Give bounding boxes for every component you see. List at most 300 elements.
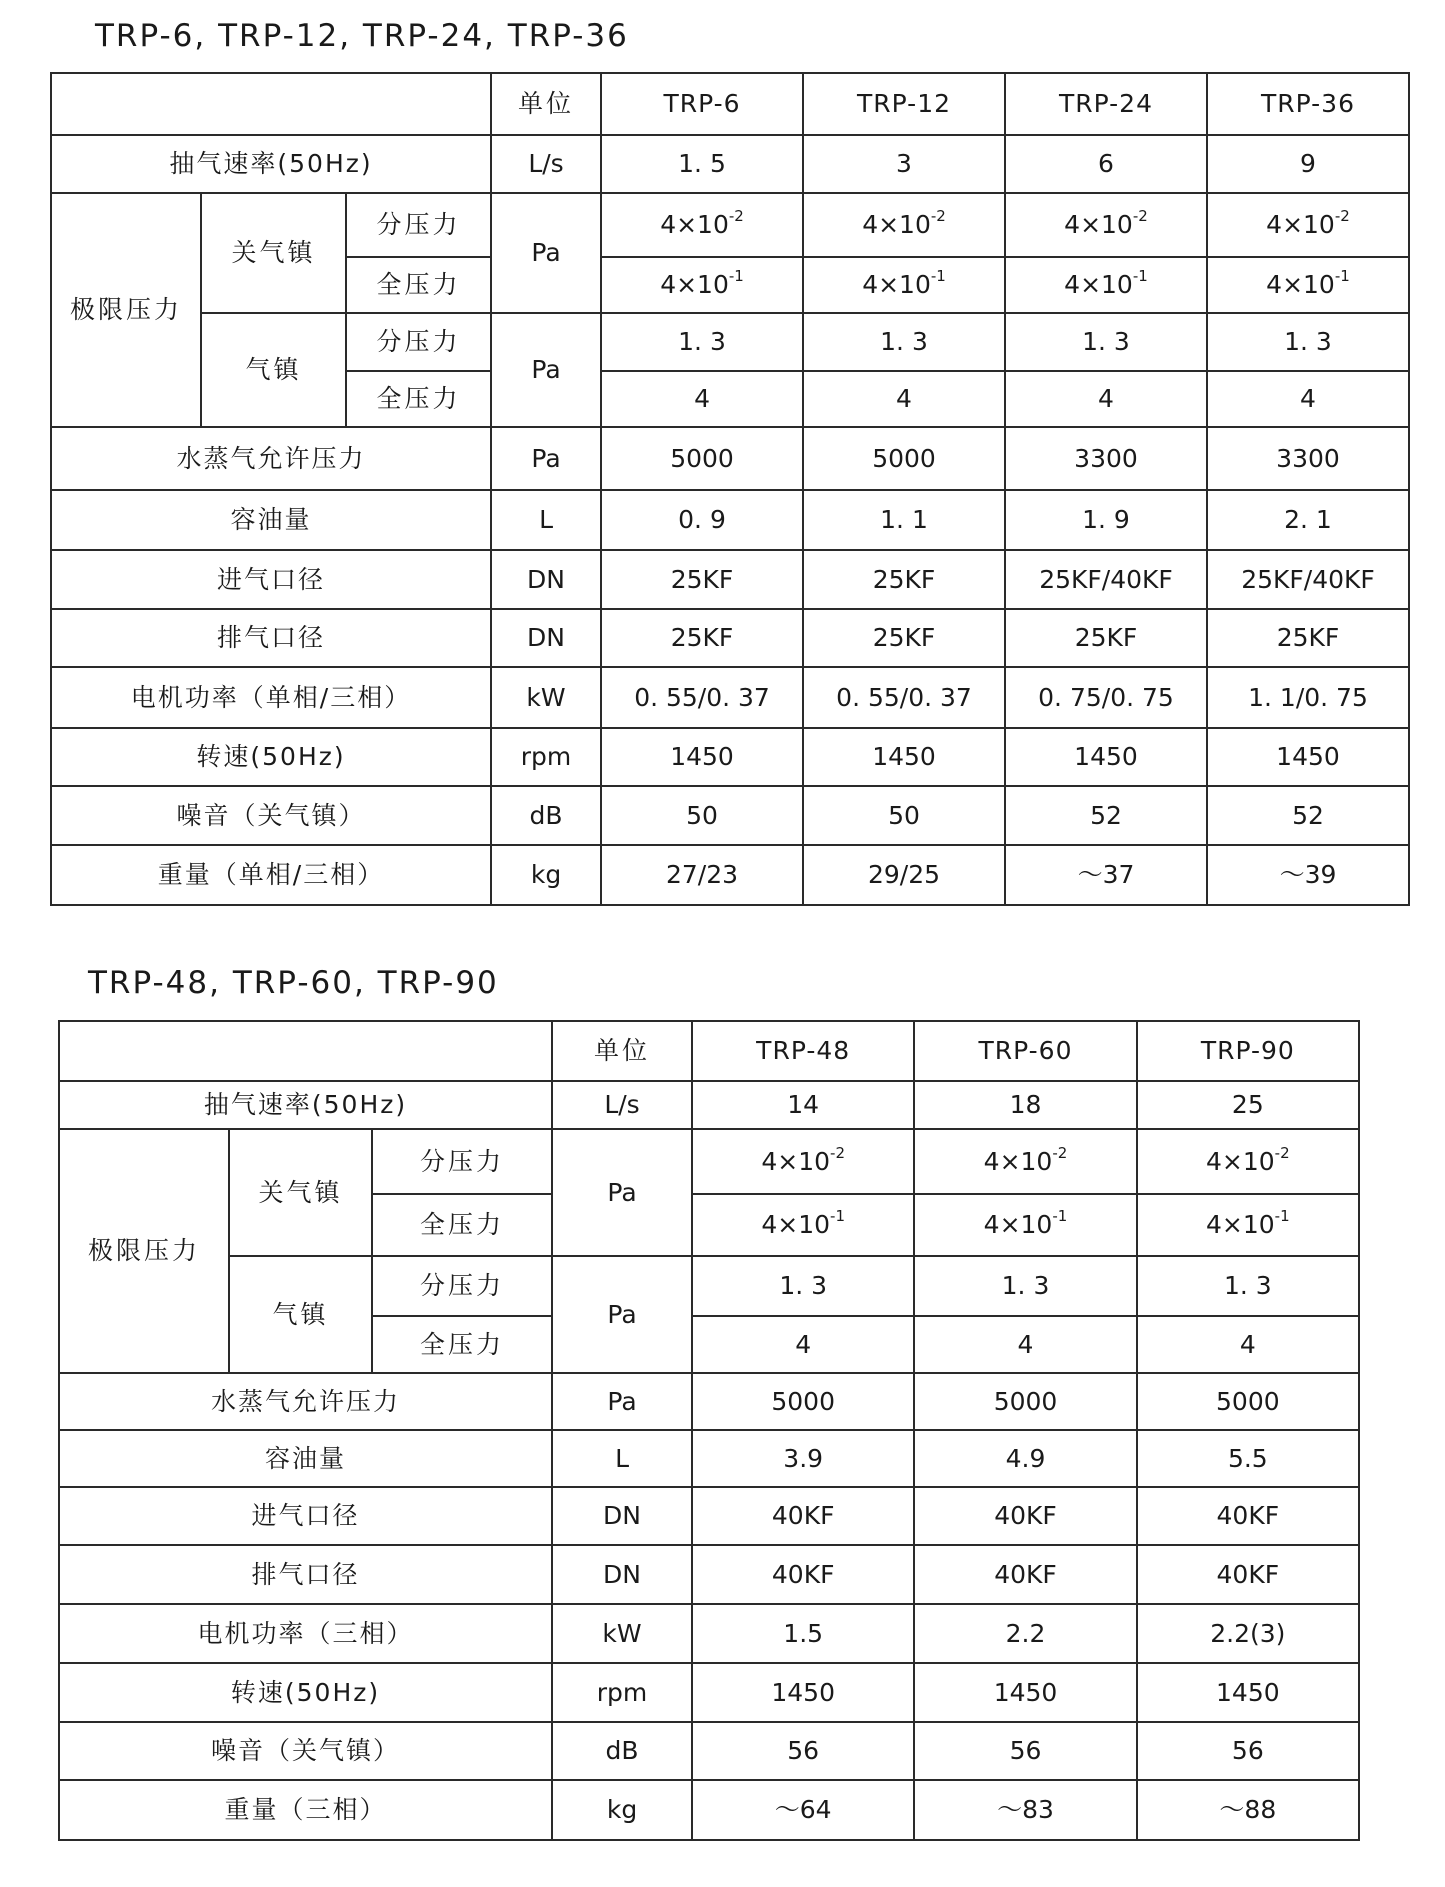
cell-text: 25KF: [1276, 623, 1340, 653]
unit-cell: [552, 1430, 692, 1487]
value-cell: [692, 1129, 914, 1194]
cell-text: 容油量: [230, 505, 312, 535]
value-cell: [803, 845, 1005, 905]
cell-text: 分压力: [420, 1271, 505, 1301]
sci-base: 4×10: [1064, 270, 1133, 300]
sci-value: [1266, 267, 1350, 300]
spec-row: [51, 550, 1409, 609]
value-cell: [1005, 728, 1207, 786]
cell-text: 3300: [1276, 443, 1340, 473]
cell-text: kg: [606, 1795, 638, 1825]
value-cell: [803, 427, 1005, 490]
sci-value: [983, 1207, 1068, 1240]
value-cell: [803, 193, 1005, 257]
cell-text: 极限压力: [87, 1236, 200, 1266]
spec-row: [59, 1487, 1359, 1545]
value-cell: [692, 1373, 914, 1430]
cell-text: TRP-12: [857, 89, 952, 119]
value-cell: [692, 1256, 914, 1316]
cell-text: 4: [1017, 1329, 1034, 1359]
cell-text: DN: [527, 564, 565, 594]
value-cell: [1207, 257, 1409, 313]
unit-cell: [552, 1780, 692, 1840]
spec-row: [51, 135, 1409, 193]
value-cell: [1137, 1722, 1359, 1780]
cell-text: 14: [787, 1090, 820, 1120]
cell-text: 4.9: [1005, 1443, 1046, 1473]
cell-text: 全压力: [420, 1329, 505, 1359]
value-cell: [692, 1194, 914, 1256]
cell-text: L/s: [528, 149, 564, 179]
spec-table: [58, 1020, 1360, 1841]
cell-text: 4: [694, 384, 710, 414]
subgroup-label: [201, 193, 346, 313]
value-cell: [601, 609, 803, 667]
value-cell: [692, 1487, 914, 1545]
sci-base: 4×10: [660, 270, 729, 300]
cell-text: 抽气速率(50Hz): [169, 149, 373, 179]
cell-text: 5000: [993, 1386, 1058, 1416]
cell-text: Pa: [607, 1177, 637, 1207]
spec-row: [59, 1545, 1359, 1604]
cell-text: TRP-36: [1260, 89, 1355, 119]
cell-text: 全压力: [420, 1210, 505, 1240]
cell-text: rpm: [520, 742, 572, 772]
cell-text: 转速(50Hz): [196, 742, 346, 772]
model-header: [1207, 73, 1409, 135]
cell-text: 5000: [1216, 1386, 1280, 1416]
value-cell: [1137, 1545, 1359, 1604]
cell-text: 关气镇: [231, 238, 316, 268]
cell-text: 25KF: [872, 564, 936, 594]
cell-text: 1450: [771, 1677, 835, 1707]
value-cell: [601, 427, 803, 490]
value-cell: [601, 667, 803, 728]
group-label: [51, 193, 201, 427]
value-cell: [601, 728, 803, 786]
spec-row: [51, 609, 1409, 667]
value-cell: [1005, 609, 1207, 667]
cell-text: 3300: [1074, 443, 1138, 473]
cell-text: 5000: [872, 443, 936, 473]
spec-row: [59, 1722, 1359, 1780]
header-row: [51, 73, 1409, 135]
sci-value: [1266, 207, 1350, 240]
cell-text: 56: [787, 1736, 820, 1766]
value-cell: [1137, 1194, 1359, 1256]
model-header: [692, 1021, 914, 1081]
row-label: [59, 1430, 552, 1487]
unit-cell: [491, 135, 601, 193]
value-cell: [1207, 193, 1409, 257]
unit-cell: [552, 1722, 692, 1780]
sci-exponent: -1: [728, 267, 744, 286]
spec-row: [59, 1256, 1359, 1316]
cell-text: kW: [526, 682, 566, 712]
cell-text: DN: [603, 1559, 641, 1589]
sci-exponent: -2: [830, 1143, 845, 1162]
cell-text: 3.9: [783, 1443, 824, 1473]
pressure-type-label: [372, 1129, 552, 1194]
subgroup-label: [229, 1129, 372, 1256]
sci-base: 4×10: [983, 1146, 1053, 1176]
value-cell: [803, 667, 1005, 728]
cell-text: 1. 3: [1284, 327, 1332, 357]
cell-text: 容油量: [265, 1443, 347, 1473]
cell-text: 气镇: [272, 1299, 329, 1329]
value-cell: [601, 371, 803, 427]
subgroup-label: [229, 1256, 372, 1373]
value-cell: [1005, 490, 1207, 550]
cell-text: TRP-6: [663, 89, 741, 119]
value-cell: [692, 1430, 914, 1487]
value-cell: [1005, 371, 1207, 427]
value-cell: [692, 1663, 914, 1722]
sci-exponent: -2: [1052, 1143, 1068, 1162]
row-label: [51, 609, 491, 667]
value-cell: [914, 1256, 1136, 1316]
sci-exponent: -1: [1132, 267, 1148, 286]
cell-text: 56: [1009, 1736, 1042, 1766]
cell-text: 重量（单相/三相）: [157, 860, 385, 890]
cell-text: 1. 3: [1223, 1271, 1272, 1301]
value-cell: [692, 1722, 914, 1780]
spec-row: [51, 845, 1409, 905]
sci-exponent: -1: [1274, 1207, 1290, 1226]
value-cell: [1137, 1373, 1359, 1430]
cell-text: 2. 1: [1284, 505, 1332, 535]
cell-text: 29/25: [867, 860, 941, 890]
unit-cell: [491, 845, 601, 905]
value-cell: [803, 490, 1005, 550]
spec-row: [51, 667, 1409, 728]
cell-text: 4: [896, 384, 912, 414]
value-cell: [692, 1316, 914, 1373]
cell-text: 进气口径: [217, 564, 326, 594]
sci-base: 4×10: [1266, 210, 1335, 240]
unit-cell: [552, 1663, 692, 1722]
value-cell: [1137, 1129, 1359, 1194]
header-row: [59, 1021, 1359, 1081]
spec-row: [51, 313, 1409, 371]
sci-value: [983, 1143, 1068, 1176]
row-label: [51, 550, 491, 609]
cell-text: 40KF: [994, 1559, 1057, 1589]
value-cell: [1137, 1604, 1359, 1663]
spec-row: [51, 728, 1409, 786]
value-cell: [1137, 1430, 1359, 1487]
cell-text: 25KF/40KF: [1039, 564, 1173, 594]
unit-cell: [552, 1545, 692, 1604]
value-cell: [1005, 667, 1207, 728]
section-title: TRP-48, TRP-60, TRP-90: [88, 965, 499, 1001]
cell-text: 0. 55/0. 37: [836, 682, 972, 712]
value-cell: [601, 490, 803, 550]
cell-text: ～83: [997, 1795, 1054, 1825]
sci-exponent: -1: [1334, 267, 1350, 286]
cell-text: 25KF: [1074, 623, 1138, 653]
value-cell: [1207, 550, 1409, 609]
value-cell: [692, 1545, 914, 1604]
cell-text: 1450: [993, 1677, 1058, 1707]
value-cell: [914, 1316, 1136, 1373]
row-label: [51, 845, 491, 905]
cell-text: 1. 1: [880, 505, 928, 535]
row-label: [59, 1780, 552, 1840]
cell-text: 单位: [594, 1036, 651, 1066]
unit-cell: [552, 1487, 692, 1545]
cell-text: 25KF: [872, 623, 936, 653]
cell-text: 4: [795, 1329, 812, 1359]
value-cell: [1207, 135, 1409, 193]
cell-text: kg: [530, 860, 562, 890]
sci-exponent: -2: [1132, 207, 1148, 226]
value-cell: [914, 1081, 1136, 1129]
value-cell: [1137, 1256, 1359, 1316]
model-header: [601, 73, 803, 135]
value-cell: [1207, 667, 1409, 728]
value-cell: [1137, 1663, 1359, 1722]
spec-row: [51, 490, 1409, 550]
sci-value: [862, 207, 946, 240]
sci-value: [1206, 1143, 1290, 1176]
cell-text: 0. 75/0. 75: [1038, 682, 1174, 712]
cell-text: 1. 9: [1082, 505, 1130, 535]
unit-cell: [552, 1081, 692, 1129]
sci-exponent: -2: [1274, 1143, 1290, 1162]
value-cell: [803, 313, 1005, 371]
spec-row: [51, 786, 1409, 845]
cell-text: 1450: [670, 742, 734, 772]
cell-text: 单位: [518, 89, 575, 119]
unit-cell: [491, 490, 601, 550]
cell-text: 40KF: [1216, 1559, 1280, 1589]
value-cell: [1005, 135, 1207, 193]
value-cell: [601, 786, 803, 845]
cell-text: 排气口径: [251, 1559, 360, 1589]
sci-exponent: -1: [1052, 1207, 1068, 1226]
cell-text: 1450: [1216, 1677, 1280, 1707]
cell-text: 25KF: [670, 564, 734, 594]
row-label: [51, 786, 491, 845]
value-cell: [601, 193, 803, 257]
value-cell: [1005, 313, 1207, 371]
spec-table: [50, 72, 1410, 906]
unit-cell: [491, 728, 601, 786]
sci-base: 4×10: [862, 270, 931, 300]
cell-text: 1. 1/0. 75: [1248, 682, 1368, 712]
row-label: [59, 1487, 552, 1545]
cell-text: 1450: [1276, 742, 1340, 772]
value-cell: [601, 845, 803, 905]
sci-base: 4×10: [862, 210, 931, 240]
value-cell: [601, 257, 803, 313]
value-cell: [1005, 193, 1207, 257]
cell-text: TRP-90: [1200, 1036, 1295, 1066]
cell-text: 分压力: [420, 1146, 505, 1176]
pressure-type-label: [346, 193, 491, 257]
cell-text: 3: [896, 149, 912, 179]
value-cell: [914, 1129, 1136, 1194]
cell-text: 1. 3: [1001, 1271, 1050, 1301]
spec-row: [59, 1663, 1359, 1722]
value-cell: [914, 1430, 1136, 1487]
unit-cell: [491, 193, 601, 313]
subgroup-label: [201, 313, 346, 427]
group-label: [59, 1129, 229, 1373]
cell-text: 40KF: [771, 1559, 835, 1589]
value-cell: [1137, 1780, 1359, 1840]
cell-text: 进气口径: [251, 1501, 360, 1531]
unit-cell: [491, 609, 601, 667]
cell-text: 50: [686, 800, 718, 830]
value-cell: [803, 550, 1005, 609]
sci-base: 4×10: [761, 1146, 831, 1176]
sci-exponent: -2: [1334, 207, 1350, 226]
pressure-type-label: [346, 313, 491, 371]
header-blank: [59, 1021, 552, 1081]
unit-cell: [491, 427, 601, 490]
spec-row: [59, 1081, 1359, 1129]
spec-row: [51, 193, 1409, 257]
cell-text: 1. 3: [880, 327, 928, 357]
value-cell: [803, 728, 1005, 786]
cell-text: 1. 3: [1082, 327, 1130, 357]
cell-text: 电机功率（三相）: [197, 1618, 414, 1648]
cell-text: 1. 3: [678, 327, 726, 357]
cell-text: 5000: [771, 1386, 835, 1416]
header-blank: [51, 73, 491, 135]
cell-text: 25KF: [670, 623, 734, 653]
cell-text: 40KF: [994, 1501, 1057, 1531]
cell-text: Pa: [531, 355, 561, 385]
pressure-type-label: [372, 1194, 552, 1256]
sci-value: [660, 207, 744, 240]
cell-text: 40KF: [771, 1501, 835, 1531]
cell-text: L: [615, 1443, 629, 1473]
cell-text: DN: [603, 1501, 641, 1531]
cell-text: 56: [1231, 1736, 1264, 1766]
cell-text: 25: [1231, 1090, 1264, 1120]
value-cell: [1137, 1487, 1359, 1545]
model-header: [1137, 1021, 1359, 1081]
value-cell: [914, 1780, 1136, 1840]
value-cell: [803, 257, 1005, 313]
sci-exponent: -2: [930, 207, 946, 226]
model-header: [914, 1021, 1136, 1081]
row-label: [59, 1545, 552, 1604]
value-cell: [1207, 845, 1409, 905]
value-cell: [1005, 550, 1207, 609]
cell-text: 1450: [872, 742, 936, 772]
cell-text: 水蒸气允许压力: [176, 443, 366, 473]
cell-text: dB: [605, 1736, 639, 1766]
pressure-type-label: [372, 1256, 552, 1316]
value-cell: [914, 1663, 1136, 1722]
sci-value: [660, 267, 744, 300]
cell-text: 27/23: [666, 860, 739, 890]
sci-value: [862, 267, 946, 300]
row-label: [59, 1722, 552, 1780]
cell-text: 1450: [1074, 742, 1138, 772]
sci-base: 4×10: [1266, 270, 1335, 300]
value-cell: [692, 1604, 914, 1663]
value-cell: [803, 371, 1005, 427]
row-label: [59, 1373, 552, 1430]
cell-text: 0. 55/0. 37: [634, 682, 770, 712]
cell-text: 关气镇: [258, 1177, 343, 1207]
value-cell: [914, 1373, 1136, 1430]
value-cell: [1137, 1316, 1359, 1373]
value-cell: [1005, 845, 1207, 905]
value-cell: [914, 1194, 1136, 1256]
cell-text: 9: [1300, 149, 1316, 179]
value-cell: [1207, 728, 1409, 786]
spec-row: [59, 1780, 1359, 1840]
row-label: [51, 135, 491, 193]
cell-text: L/s: [604, 1090, 640, 1120]
cell-text: 4: [1098, 384, 1114, 414]
sci-base: 4×10: [1206, 1210, 1275, 1240]
cell-text: 电机功率（单相/三相）: [130, 682, 412, 712]
sci-base: 4×10: [660, 210, 729, 240]
value-cell: [1207, 427, 1409, 490]
row-label: [59, 1081, 552, 1129]
pressure-type-label: [346, 257, 491, 313]
cell-text: 转速(50Hz): [230, 1677, 381, 1707]
cell-text: 分压力: [376, 210, 461, 240]
cell-text: TRP-60: [978, 1036, 1073, 1066]
sci-base: 4×10: [1064, 210, 1133, 240]
value-cell: [914, 1722, 1136, 1780]
cell-text: 4: [1300, 384, 1316, 414]
cell-text: Pa: [531, 443, 561, 473]
cell-text: 1. 5: [678, 149, 726, 179]
cell-text: 52: [1090, 800, 1122, 830]
row-label: [51, 427, 491, 490]
row-label: [51, 728, 491, 786]
unit-cell: [491, 786, 601, 845]
cell-text: 0. 9: [678, 505, 726, 535]
cell-text: dB: [529, 800, 563, 830]
cell-text: TRP-48: [756, 1036, 851, 1066]
value-cell: [692, 1081, 914, 1129]
cell-text: 水蒸气允许压力: [211, 1386, 401, 1416]
sci-value: [761, 1207, 845, 1240]
value-cell: [601, 135, 803, 193]
unit-header: [552, 1021, 692, 1081]
spec-row: [59, 1604, 1359, 1663]
cell-text: TRP-24: [1058, 89, 1153, 119]
cell-text: ～64: [774, 1795, 832, 1825]
cell-text: Pa: [607, 1386, 637, 1416]
cell-text: ～39: [1279, 860, 1337, 890]
sci-value: [761, 1143, 845, 1176]
unit-cell: [491, 550, 601, 609]
cell-text: Pa: [607, 1299, 637, 1329]
cell-text: 抽气速率(50Hz): [203, 1090, 408, 1120]
cell-text: L: [539, 505, 553, 535]
cell-text: 6: [1098, 149, 1114, 179]
value-cell: [601, 550, 803, 609]
spec-row: [51, 427, 1409, 490]
cell-text: 1.5: [783, 1618, 824, 1648]
row-label: [59, 1604, 552, 1663]
value-cell: [1005, 786, 1207, 845]
value-cell: [1207, 371, 1409, 427]
cell-text: 噪音（关气镇）: [176, 800, 366, 830]
cell-text: ～88: [1219, 1795, 1277, 1825]
